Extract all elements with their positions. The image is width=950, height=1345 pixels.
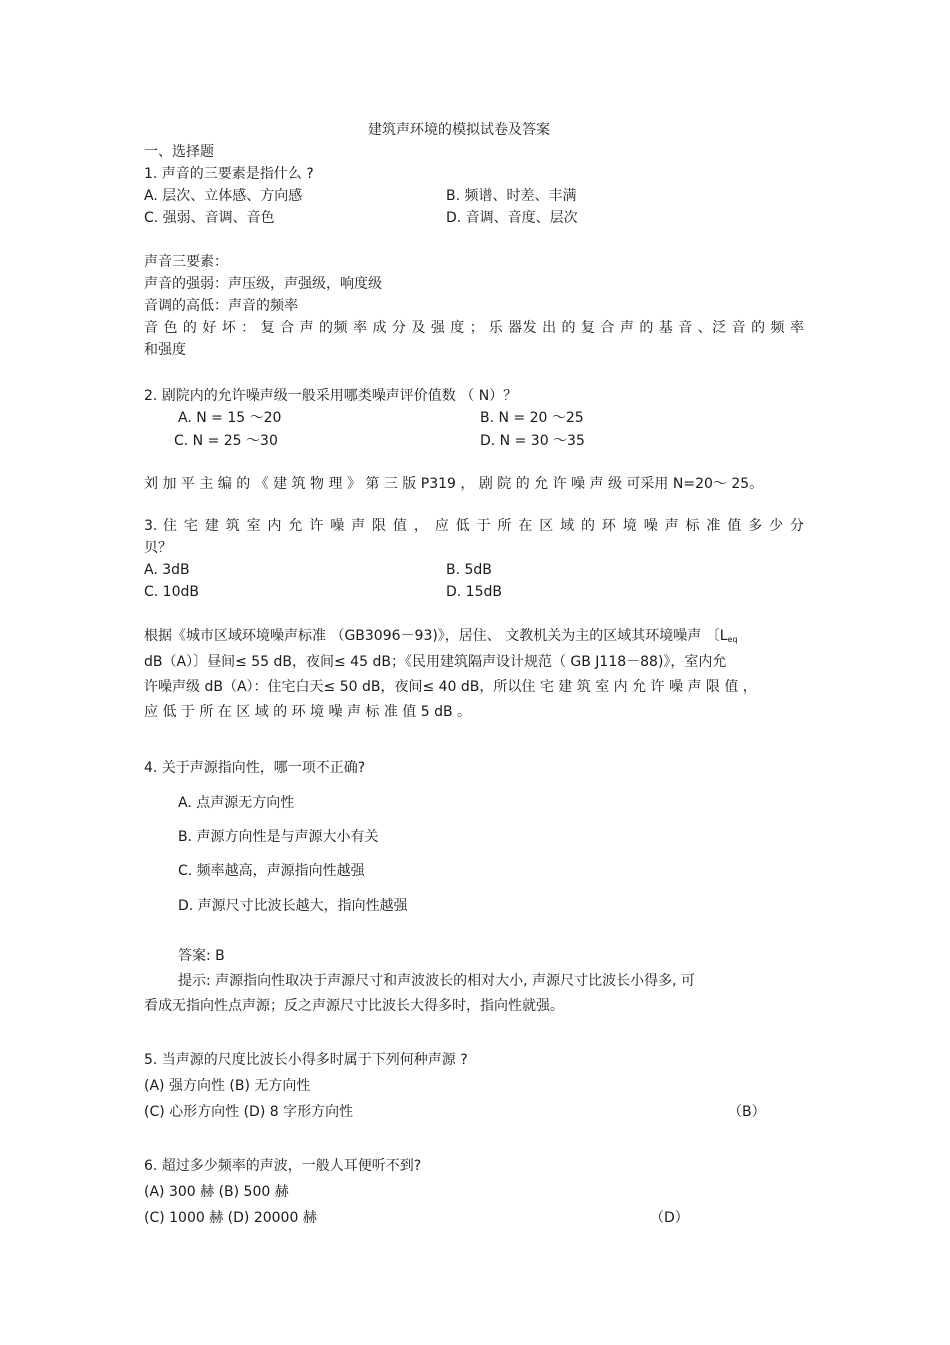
q3-note-line1-text: 根据《城市区域环境噪声标准 （GB3096－93)》，居住、 文教机关为主的区域其环境噪声 〔L: [144, 628, 728, 644]
q5-options-line2: (C) 心形方向性 (D) 8 字形方向性: [144, 1104, 354, 1120]
q4-option-a: A. 点声源无方向性: [178, 795, 295, 811]
q1-option-c: C. 强弱、音调、音色: [144, 210, 275, 226]
q2-option-d: D. N = 30 ～35: [480, 433, 585, 449]
q4-option-b: B. 声源方向性是与声源大小有关: [178, 829, 379, 845]
q2-question: 2. 剧院内的允许噪声级一般采用哪类噪声评价值数 （ N）？: [144, 388, 518, 404]
q6-question: 6. 超过多少频率的声波，一般人耳便听不到?: [144, 1158, 422, 1174]
q4-option-d: D. 声源尺寸比波长越大，指向性越强: [178, 898, 408, 914]
q6-options-line2: (C) 1000 赫 (D) 20000 赫: [144, 1210, 317, 1226]
q3-note-line2: dB（A）〕昼间≤ 55 dB，夜间≤ 45 dB；《民用建筑隔声设计规范（ GB J118－88)》，室内允: [144, 654, 727, 670]
q3-question-line1: 3. 住 宅 建 筑 室 内 允 许 噪 声 限 值 ， 应 低 于 所 在 区 域 的 环 境 噪 声 标 准 值 多 少 分: [144, 518, 804, 534]
q1-option-a: A. 层次、立体感、方向感: [144, 188, 303, 204]
q5-options-line1: (A) 强方向性 (B) 无方向性: [144, 1078, 311, 1094]
q1-note-4: 音 色 的 好 坏 ： 复 合 声 的频 率 成 分 及 强 度 ； 乐 器发 出 的 复 合 声 的 基 音 、泛 音 的 频 率: [144, 320, 804, 336]
q1-note-1: 声音三要素：: [144, 254, 228, 270]
q1-note-2: 声音的强弱：声压级，声强级，响度级: [144, 276, 382, 292]
q2-note: 刘 加 平 主 编 的 《 建 筑 物 理 》 第 三 版 P319 ， 剧 院 的 允 许 噪 声 级 可采用 N=20～ 25。: [144, 476, 764, 492]
q4-hint-line2: 看成无指向性点声源；反之声源尺寸比波长大得多时，指向性就强。: [144, 998, 564, 1014]
q1-note-3: 音调的高低：声音的频率: [144, 298, 298, 314]
q3-note-line3: 许噪声级 dB（A）：住宅白天≤ 50 dB，夜间≤ 40 dB，所以住 宅 建 筑 室 内 允 许 噪 声 限 值 ，: [144, 679, 757, 695]
q3-note-subscript: eq: [727, 635, 738, 644]
q1-note-5: 和强度: [144, 342, 186, 358]
section-heading: 一、选择题: [144, 144, 214, 160]
q1-question: 1. 声音的三要素是指什么 ?: [144, 166, 314, 182]
q5-answer: （B）: [728, 1104, 766, 1120]
q3-option-a: A. 3dB: [144, 562, 190, 578]
q1-option-d: D. 音调、音度、层次: [446, 210, 578, 226]
q3-note-line4: 应 低 于 所 在 区 域 的 环 境 噪 声 标 准 值 5 dB 。: [144, 704, 472, 720]
q3-note-line1: [144, 626, 738, 650]
q3-option-d: D. 15dB: [446, 584, 502, 600]
q3-option-b: B. 5dB: [446, 562, 492, 578]
q5-question: 5. 当声源的尺度比波长小得多时属于下列何种声源 ?: [144, 1052, 468, 1068]
q4-option-c: C. 频率越高，声源指向性越强: [178, 863, 365, 879]
q3-option-c: C. 10dB: [144, 584, 199, 600]
q4-question: 4. 关于声源指向性，哪一项不正确?: [144, 760, 366, 776]
q6-options-line1: (A) 300 赫 (B) 500 赫: [144, 1184, 289, 1200]
q3-question-line2: 贝？: [144, 540, 172, 556]
q6-answer: （D）: [650, 1210, 689, 1226]
q2-option-a: A. N = 15 ～20: [178, 410, 282, 426]
q4-answer: 答案: B: [178, 948, 225, 964]
q2-option-b: B. N = 20 ～25: [480, 410, 584, 426]
q2-option-c: C. N = 25 ～30: [174, 433, 278, 449]
page-title: 建筑声环境的模拟试卷及答案: [368, 122, 550, 138]
q1-option-b: B. 频谱、时差、丰满: [446, 188, 577, 204]
q4-hint-line1: 提示: 声源指向性取决于声源尺寸和声波波长的相对大小, 声源尺寸比波长小得多, 可: [178, 973, 695, 989]
